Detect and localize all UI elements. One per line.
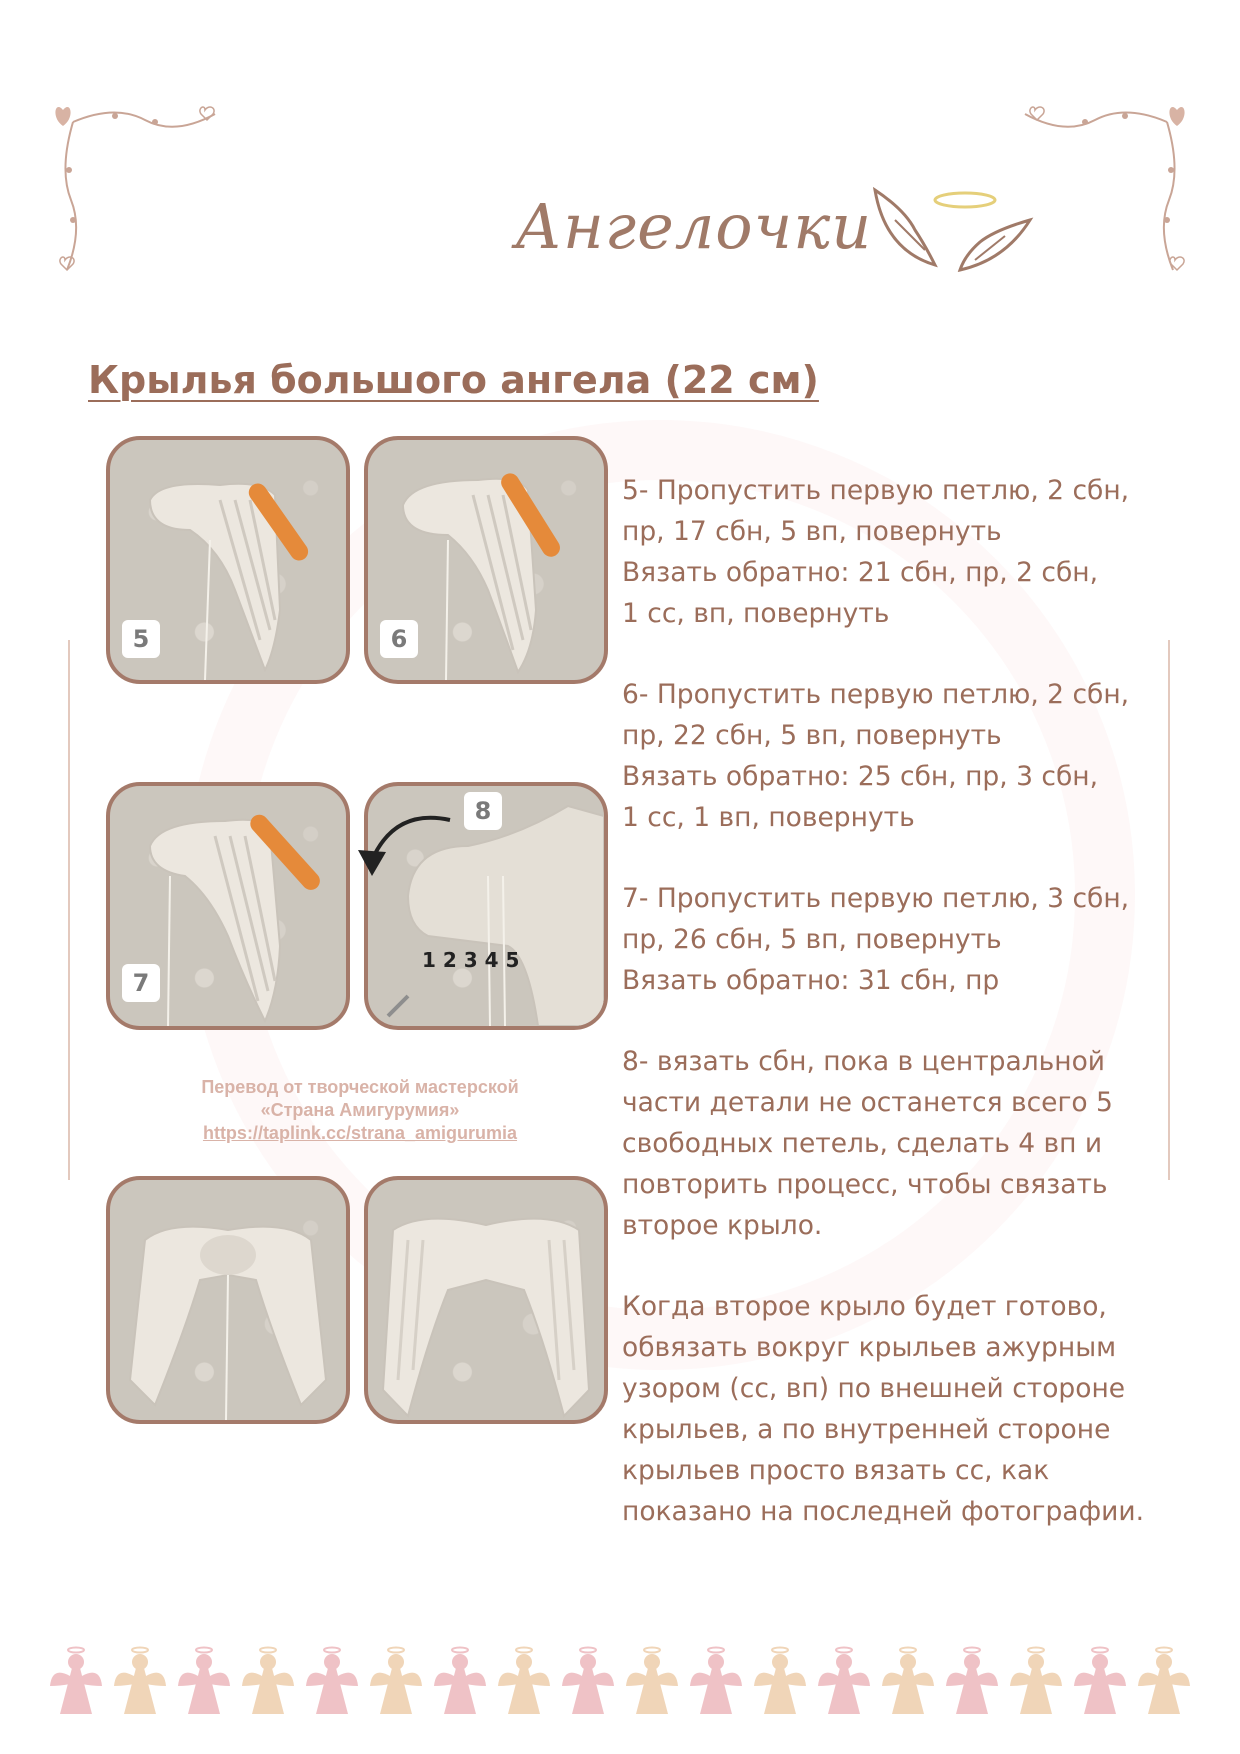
angel-wings-icon	[865, 180, 1040, 280]
instruction-line: пр, 22 сбн, 5 вп, повернуть	[622, 720, 1002, 751]
angel-icon	[1010, 1648, 1062, 1715]
angel-icon	[562, 1648, 614, 1715]
photo-finished-wings-2	[364, 1176, 608, 1424]
angel-icon	[114, 1648, 166, 1715]
page-title: Крылья большого ангела (22 см)	[88, 358, 819, 402]
step-8	[622, 1041, 1142, 1246]
angel-border-row	[40, 1642, 1200, 1722]
instruction-line: свободных петель, сделать 4 вп и	[622, 1128, 1103, 1159]
angel-icon	[178, 1648, 230, 1715]
left-divider	[68, 640, 70, 1180]
photo-step-5	[106, 436, 350, 684]
photo-finished-wings-1	[106, 1176, 350, 1424]
instruction-line: повторить процесс, чтобы связать	[622, 1169, 1108, 1200]
photo-step-7	[106, 782, 350, 1030]
instruction-line: 8- вязать сбн, пока в центральной	[622, 1046, 1106, 1077]
credit-line-2: «Страна Амигурумия»	[260, 1100, 460, 1120]
instruction-line: узором (сс, вп) по внешней стороне	[622, 1373, 1126, 1404]
instruction-line: 6- Пропустить первую петлю, 2 сбн,	[622, 679, 1130, 710]
photo-badge: 8	[464, 792, 502, 830]
instruction-line: Вязать обратно: 25 сбн, пр, 3 сбн,	[622, 761, 1099, 792]
angel-icon	[434, 1648, 486, 1715]
instruction-line: пр, 17 сбн, 5 вп, повернуть	[622, 516, 1002, 547]
angel-icon	[626, 1648, 678, 1715]
angel-icon	[946, 1648, 998, 1715]
instruction-line: Вязать обратно: 31 сбн, пр	[622, 965, 1000, 996]
right-divider	[1168, 640, 1170, 1180]
corner-ornament-left	[55, 100, 225, 285]
photo-badge: 7	[122, 964, 160, 1002]
step-finish	[622, 1286, 1145, 1532]
instruction-line: второе крыло.	[622, 1210, 823, 1241]
angel-icon	[690, 1648, 742, 1715]
instructions	[622, 470, 1145, 1572]
instruction-line: обвязать вокруг крыльев ажурным	[622, 1332, 1117, 1363]
instruction-line: 1 сс, вп, повернуть	[622, 598, 890, 629]
instruction-line: Вязать обратно: 21 сбн, пр, 2 сбн,	[622, 557, 1099, 588]
angel-icon	[754, 1648, 806, 1715]
stitch-numbers: 1 2 3 4 5	[422, 948, 520, 972]
instruction-line: показано на последней фотографии.	[622, 1496, 1145, 1527]
instruction-line: части детали не останется всего 5	[622, 1087, 1113, 1118]
angel-icon	[370, 1648, 422, 1715]
instruction-line: Когда второе крыло будет готово,	[622, 1291, 1107, 1322]
instruction-line: крыльев просто вязать сс, как	[622, 1455, 1050, 1486]
instruction-line: крыльев, а по внутренней стороне	[622, 1414, 1111, 1445]
angel-icon	[242, 1648, 294, 1715]
angel-icon	[498, 1648, 550, 1715]
instruction-line: 7- Пропустить первую петлю, 3 сбн,	[622, 883, 1130, 914]
credit-link[interactable]: https://taplink.cc/strana_amigurumia	[202, 1123, 518, 1143]
translation-credit	[150, 1076, 570, 1145]
brand-title: Ангелочки	[515, 190, 873, 263]
photo-badge: 5	[122, 620, 160, 658]
instruction-line: 1 сс, 1 вп, повернуть	[622, 802, 915, 833]
angel-icon	[306, 1648, 358, 1715]
angel-icon	[882, 1648, 934, 1715]
step-7	[622, 878, 1142, 1001]
photo-badge: 6	[380, 620, 418, 658]
instruction-line: 5- Пропустить первую петлю, 2 сбн,	[622, 475, 1130, 506]
angel-icon	[1074, 1648, 1126, 1715]
angel-icon	[1138, 1648, 1190, 1715]
credit-line-1: Перевод от творческой мастерской	[201, 1077, 519, 1097]
photo-step-6	[364, 436, 608, 684]
step-6	[622, 674, 1142, 838]
angel-icon	[50, 1648, 102, 1715]
angel-icon	[818, 1648, 870, 1715]
instruction-line: пр, 26 сбн, 5 вп, повернуть	[622, 924, 1002, 955]
corner-ornament-right	[1015, 100, 1185, 285]
step-5	[622, 470, 1142, 634]
curved-arrow-icon	[350, 808, 460, 888]
